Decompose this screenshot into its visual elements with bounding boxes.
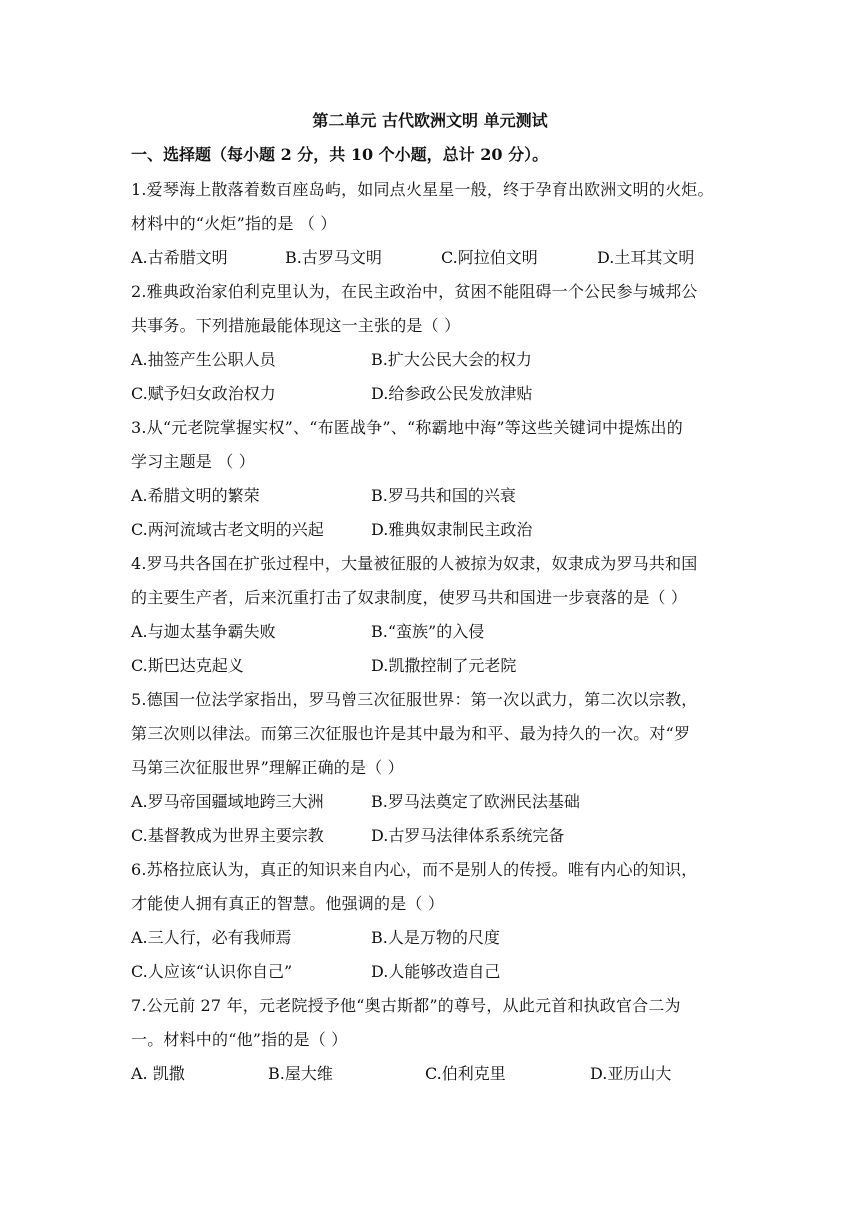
question-7-option-a: A. 凯撒 (131, 1064, 185, 1083)
question-7-line-2: 一。材料中的“他”指的是（ ） (131, 1030, 348, 1049)
question-1-line-1: 1.爱琴海上散落着数百座岛屿，如同点火星星一般，终于孕育出欧洲文明的火炬。 (131, 180, 714, 199)
question-6-option-a: A.三人行，必有我师焉 (131, 928, 292, 947)
question-3-line-1: 3.从“元老院掌握实权”、“布匿战争”、“称霸地中海”等这些关键词中提炼出的 (131, 418, 683, 437)
question-3-line-2: 学习主题是 （ ） (131, 452, 255, 471)
question-2-option-b: B.扩大公民大会的权力 (371, 350, 532, 369)
question-4-line-2: 的主要生产者，后来沉重打击了奴隶制度，使罗马共和国进一步衰落的是（ ） (131, 588, 688, 607)
question-5-line-1: 5.德国一位法学家指出，罗马曾三次征服世界：第一次以武力，第二次以宗教， (131, 690, 698, 709)
question-3-option-a: A.希腊文明的繁荣 (131, 486, 260, 505)
question-1-option-a: A.古希腊文明 (131, 248, 228, 267)
question-1-option-d: D.土耳其文明 (597, 248, 695, 267)
question-6-line-1: 6.苏格拉底认为，真正的知识来自内心，而不是别人的传授。唯有内心的知识， (131, 860, 698, 879)
question-2-option-a: A.抽签产生公职人员 (131, 350, 276, 369)
page-title: 第二单元 古代欧洲文明 单元测试 (312, 111, 548, 130)
question-2-option-d: D.给参政公民发放津贴 (371, 384, 533, 403)
question-1-option-b: B.古罗马文明 (285, 248, 382, 267)
question-5-line-2: 第三次则以律法。而第三次征服也许是其中最为和平、最为持久的一次。对“罗 (131, 724, 691, 743)
question-1-line-2: 材料中的“火炬”指的是 （ ） (131, 214, 337, 233)
question-5-line-3: 马第三次征服世界”理解正确的是（ ） (131, 758, 404, 777)
question-5-option-a: A.罗马帝国疆域地跨三大洲 (131, 792, 324, 811)
question-7-option-b: B.屋大维 (268, 1064, 333, 1083)
question-6-option-b: B.人是万物的尺度 (371, 928, 500, 947)
question-3-option-b: B.罗马共和国的兴衰 (371, 486, 516, 505)
question-4-option-d: D.凯撒控制了元老院 (371, 656, 517, 675)
question-1-option-c: C.阿拉伯文明 (441, 248, 538, 267)
question-6-line-2: 才能使人拥有真正的智慧。他强调的是（ ） (131, 894, 445, 913)
question-7-line-1: 7.公元前 27 年，元老院授予他“奥古斯都”的尊号，从此元首和执政官合二为 (131, 996, 681, 1015)
question-5-option-b: B.罗马法奠定了欧洲民法基础 (371, 792, 580, 811)
question-4-line-1: 4.罗马共各国在扩张过程中，大量被征服的人被掠为奴隶，奴隶成为罗马共和国 (131, 554, 698, 573)
question-4-option-a: A.与迦太基争霸失败 (131, 622, 276, 641)
question-2-option-c: C.赋予妇女政治权力 (131, 384, 276, 403)
question-4-option-c: C.斯巴达克起义 (131, 656, 244, 675)
question-6-option-c: C.人应该“认识你自己” (131, 962, 293, 981)
question-5-option-d: D.古罗马法律体系系统完备 (371, 826, 565, 845)
question-7-option-d: D.亚历山大 (590, 1064, 672, 1083)
question-7-option-c: C.伯利克里 (425, 1064, 506, 1083)
question-3-option-c: C.两河流域古老文明的兴起 (131, 520, 324, 539)
question-4-option-b: B.“蛮族”的入侵 (371, 622, 485, 641)
question-6-option-d: D.人能够改造自己 (371, 962, 501, 981)
question-3-option-d: D.雅典奴隶制民主政治 (371, 520, 533, 539)
question-5-option-c: C.基督教成为世界主要宗教 (131, 826, 324, 845)
question-2-line-2: 共事务。下列措施最能体现这一主张的是（ ） (131, 316, 461, 335)
question-2-line-1: 2.雅典政治家伯利克里认为，在民主政治中，贫困不能阻碍一个公民参与城邦公 (131, 282, 698, 301)
section-heading: 一、选择题（每小题 2 分，共 10 个小题，总计 20 分）。 (131, 145, 549, 164)
